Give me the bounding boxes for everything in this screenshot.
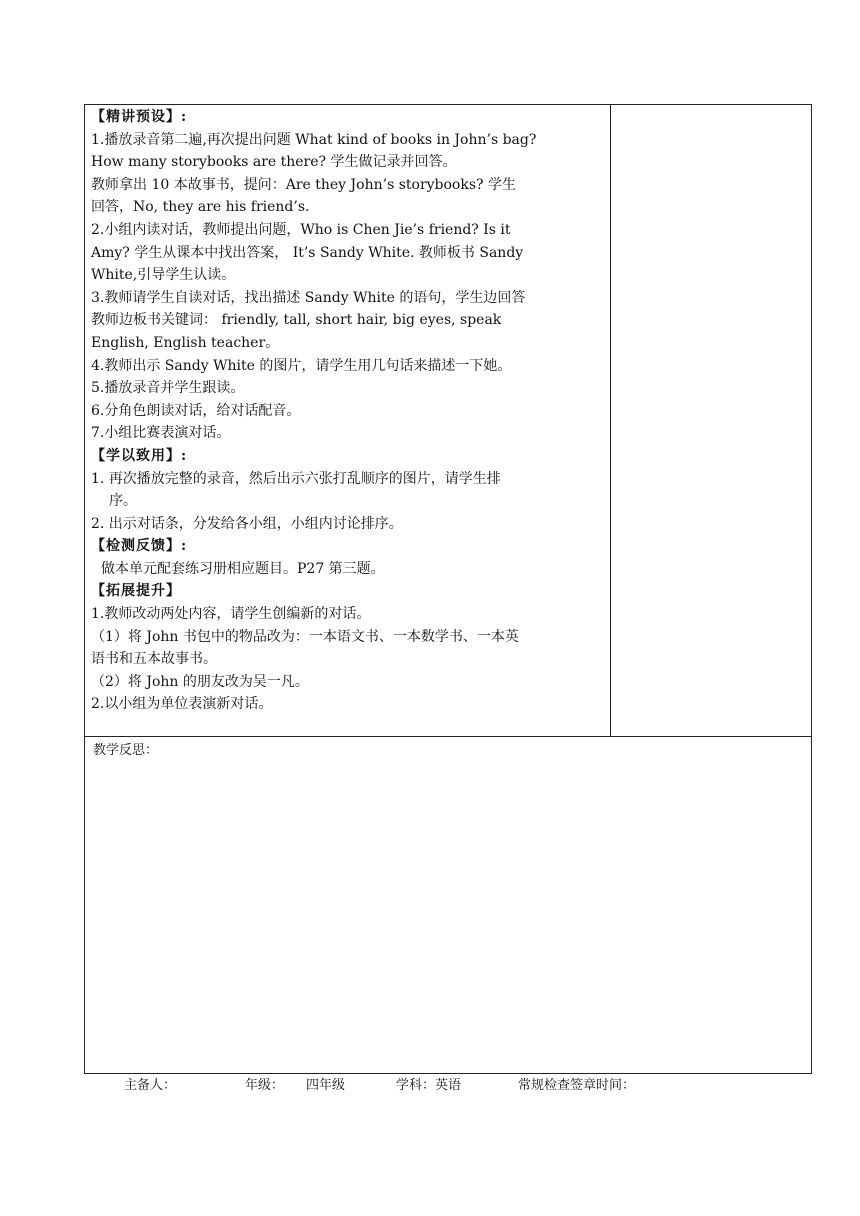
subject-label: 学科：英语 xyxy=(396,1078,462,1093)
lesson-line: White,引导学生认读。 xyxy=(91,267,236,284)
lesson-line: English, English teacher。 xyxy=(91,334,280,351)
section-heading: 【检测反馈】: xyxy=(91,538,188,555)
lesson-line: 教师边板书关键词： friendly, tall, short hair, big eyes, speak xyxy=(91,312,502,329)
lesson-line: 1.教师改动两处内容，请学生创编新的对话。 xyxy=(91,606,371,623)
lesson-line: 1.播放录音第二遍,再次提出问题 What kind of books in John’s bag? xyxy=(91,131,537,148)
lesson-line: 语书和五本故事书。 xyxy=(91,651,217,668)
preparer-label: 主备人： xyxy=(124,1078,177,1093)
lesson-line: 5.播放录音并学生跟读。 xyxy=(91,380,245,397)
lesson-line: Amy? 学生从课本中找出答案， It’s Sandy White. 教师板书 Sandy xyxy=(91,244,524,261)
lesson-line: 2.以小组为单位表演新对话。 xyxy=(91,696,273,713)
lesson-line: 做本单元配套练习册相应题目。P27 第三题。 xyxy=(101,560,385,577)
section-heading: 【拓展提升】 xyxy=(91,583,181,600)
lesson-line: 回答，No, they are his friend’s. xyxy=(91,199,310,216)
lesson-content-row xyxy=(85,105,811,737)
lesson-line: 4.教师出示 Sandy White 的图片，请学生用几句话来描述一下她。 xyxy=(91,357,512,374)
section-heading: 【精讲预设】: xyxy=(91,109,188,125)
lesson-line: （1）将 John 书包中的物品改为：一本语文书、一本数学书、一本英 xyxy=(91,628,519,645)
lesson-line: （2）将 John 的朋友改为吴一凡。 xyxy=(91,673,309,690)
lesson-plan-table xyxy=(84,104,812,1074)
lesson-line: 7.小组比赛表演对话。 xyxy=(91,425,231,442)
lesson-line: How many storybooks are there? 学生做记录并回答。 xyxy=(91,154,457,171)
teaching-reflection-label: 教学反思： xyxy=(93,743,159,758)
lesson-steps-cell xyxy=(85,105,611,736)
lesson-line: 2. 出示对话条，分发给各小组，小组内讨论排序。 xyxy=(91,515,403,532)
section-heading: 【学以致用】: xyxy=(91,447,188,464)
lesson-line: 1. 再次播放完整的录音，然后出示六张打乱顺序的图片，请学生排 xyxy=(91,470,501,487)
grade-label: 年级： xyxy=(245,1078,285,1093)
lesson-line: 3.教师请学生自读对话，找出描述 Sandy White 的语句，学生边回答 xyxy=(91,289,526,306)
lesson-line: 2.小组内读对话，教师提出问题，Who is Chen Jie’s friend? Is it xyxy=(91,221,511,238)
grade-value: 四年级 xyxy=(306,1078,346,1093)
lesson-line: 教师拿出 10 本故事书，提问：Are they John’s storybooks? 学生 xyxy=(91,176,516,193)
teaching-reflection-cell xyxy=(85,737,811,1073)
lesson-line: 序。 xyxy=(109,493,137,510)
check-time-label: 常规检查签章时间： xyxy=(518,1078,636,1093)
notes-cell xyxy=(611,105,811,736)
lesson-line: 6.分角色朗读对话，给对话配音。 xyxy=(91,402,301,419)
